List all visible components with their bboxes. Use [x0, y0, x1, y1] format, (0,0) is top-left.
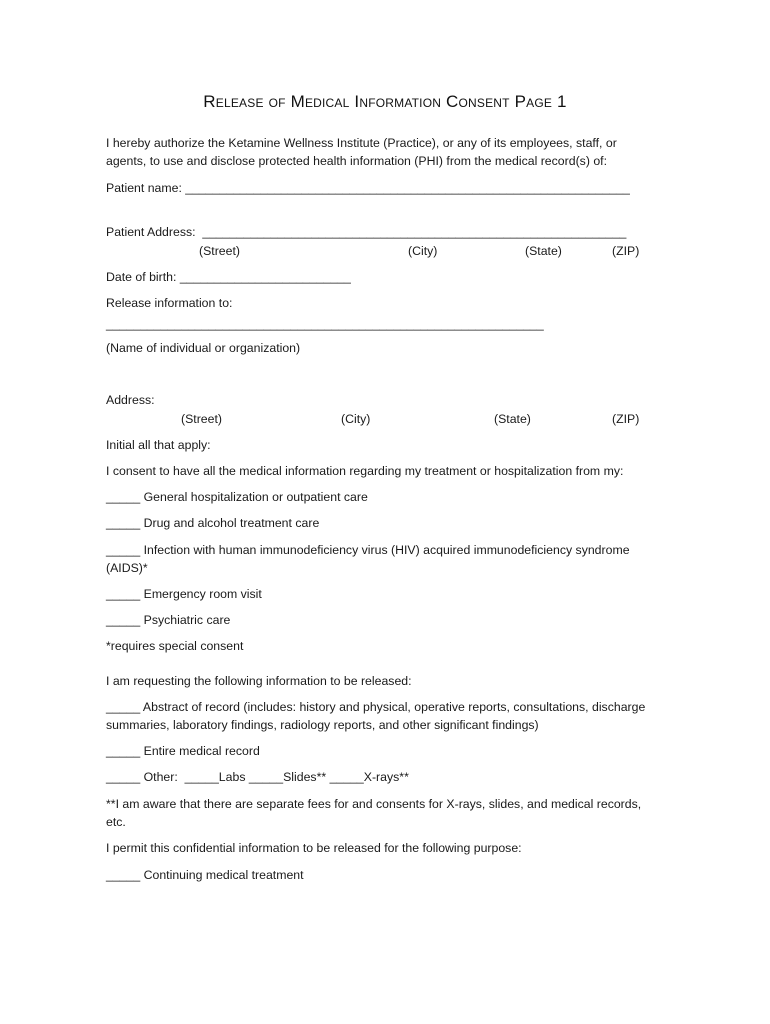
care-item-general: _____ General hospitalization or outpatient care [106, 490, 368, 504]
address-city-label: (City) [341, 412, 371, 426]
date-of-birth-field: Date of birth: _________________________ [106, 270, 351, 284]
info-item-entire-record: _____ Entire medical record [106, 744, 260, 758]
release-to-caption: (Name of individual or organization) [106, 341, 301, 355]
document-title: Release of Medical Information Consent Page 1 [203, 92, 567, 111]
patient-address-street-label: (Street) [199, 244, 240, 258]
fees-note-line-2: etc. [106, 815, 126, 829]
address-state-label: (State) [494, 412, 531, 426]
patient-address-field: Patient Address: ______________________________________________________________ [106, 225, 627, 239]
care-item-psychiatric: _____ Psychiatric care [106, 613, 231, 627]
info-item-abstract-continued: summaries, laboratory findings, radiology reports, and other significant findings) [106, 718, 539, 732]
care-item-hiv-continued: (AIDS)* [106, 561, 148, 575]
patient-address-state-label: (State) [525, 244, 562, 258]
patient-address-city-label: (City) [408, 244, 438, 258]
special-consent-note: *requires special consent [106, 639, 244, 653]
patient-name-field: Patient name: _________________________________________________________________ [106, 181, 630, 195]
address-street-label: (Street) [181, 412, 222, 426]
requesting-intro: I am requesting the following information to be released: [106, 674, 412, 688]
purpose-intro: I permit this confidential information to be released for the following purpose: [106, 841, 522, 855]
fees-note-line-1: **I am aware that there are separate fees for and consents for X-rays, slides, and medical records, [106, 797, 642, 811]
intro-line-2: agents, to use and disclose protected health information (PHI) from the medical record(s) of: [106, 154, 607, 168]
intro-line-1: I hereby authorize the Ketamine Wellness Institute (Practice), or any of its employees, staff, or [106, 136, 617, 150]
care-item-drug-alcohol: _____ Drug and alcohol treatment care [106, 516, 320, 530]
info-item-other: _____ Other: _____Labs _____Slides** _____X-rays** [106, 770, 409, 784]
purpose-item-continuing: _____ Continuing medical treatment [106, 868, 304, 882]
release-to-blank: ________________________________________________________________ [106, 317, 544, 331]
care-item-hiv: _____ Infection with human immunodeficiency virus (HIV) acquired immunodeficiency syndrome [106, 543, 630, 557]
address-label: Address: [106, 393, 155, 407]
info-item-abstract: _____ Abstract of record (includes: history and physical, operative reports, consultations, discharge [106, 700, 646, 714]
consent-intro: I consent to have all the medical information regarding my treatment or hospitalization from my: [106, 464, 624, 478]
care-item-emergency: _____ Emergency room visit [106, 587, 262, 601]
address-zip-label: (ZIP) [612, 412, 640, 426]
patient-address-zip-label: (ZIP) [612, 244, 640, 258]
release-to-label: Release information to: [106, 296, 233, 310]
initial-all-label: Initial all that apply: [106, 438, 211, 452]
